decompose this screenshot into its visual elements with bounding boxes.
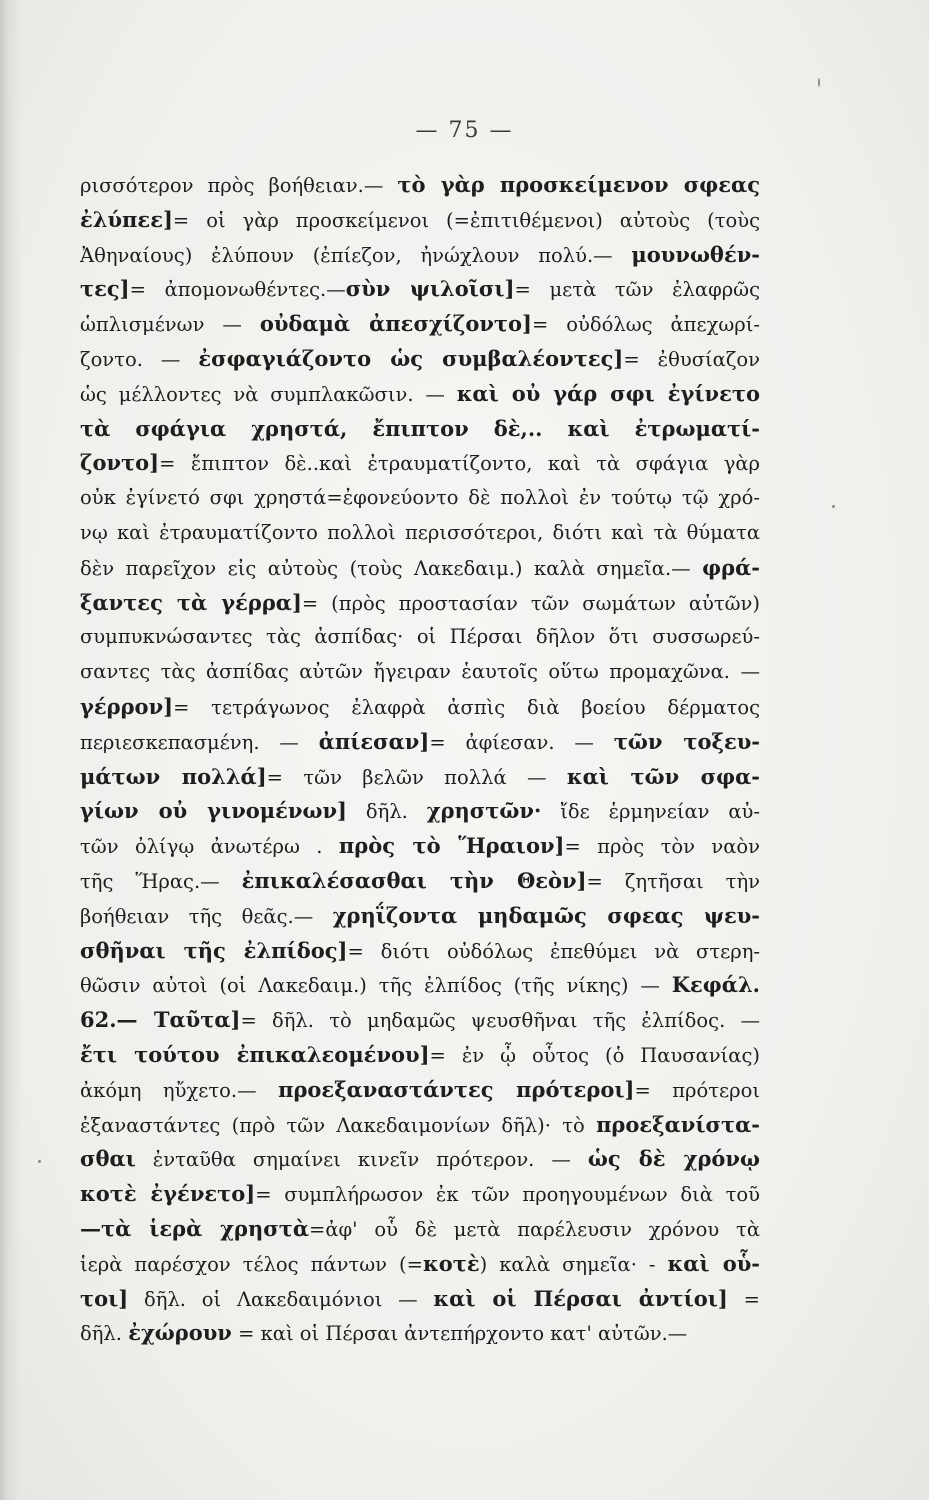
lemma-text: ξαντες τὰ γέρρα] <box>80 589 302 615</box>
text-line: ἀκόμη ηὔχετο.— προεξαναστάντες πρότεροι]= πρότεροι <box>80 1076 760 1102</box>
lemma-text: τες] <box>80 276 130 302</box>
text-line: σθαι ἐνταῦθα σημαίνει κινεῖν πρότερον. — ὡς δὲ χρόνῳ <box>80 1146 760 1172</box>
lemma-text: καὶ οὐ γάρ σφι ἐγίνετο <box>456 380 760 406</box>
lemma-text: 62.— Ταῦτα] <box>80 1007 241 1033</box>
lemma-text: πρὸς τὸ Ἥραιον] <box>338 833 565 859</box>
lemma-text: γέρρον] <box>80 693 174 719</box>
text-line: συμπυκνώσαντες τὰς ἀσπίδας· οἱ Πέρσαι δῆλον ὅτι συσσωρεύ- <box>80 625 760 649</box>
text-line: ὡπλισμένων — οὐδαμὰ ἀπεσχίζοντο]= οὐδόλως ἀπεχωρί- <box>80 311 760 337</box>
text-line: γίων οὐ γινομένων] δῆλ. χρηστῶν· ἴδε ἑρμηνείαν αὐ- <box>80 798 760 824</box>
lemma-text: ζοντο] <box>80 450 160 476</box>
text-line: γέρρον]= τετράγωνος ἐλαφρὰ ἀσπὶς διὰ βοείου δέρματος <box>80 693 760 719</box>
text-line: ὡς μέλλοντες νὰ συμπλακῶσιν. — καὶ οὐ γάρ σφι ἐγίνετο <box>80 380 760 406</box>
lemma-text: τῶν τοξευ- <box>613 728 760 754</box>
text-line: τῆς Ἥρας.— ἐπικαλέσασθαι τὴν Θεὸν]= ζητῆσαι τὴν <box>80 867 760 893</box>
page-binding-shadow <box>0 0 22 1500</box>
lemma-text: οὐδαμὰ ἀπεσχίζοντο] <box>259 311 532 337</box>
text-line: ἐξαναστάντες (πρὸ τῶν Λακεδαιμονίων δῆλ)· τὸ προεξανίστα- <box>80 1111 760 1137</box>
lemma-text: προεξαναστάντες πρότεροι] <box>278 1076 635 1102</box>
text-line: τῶν ὀλίγῳ ἀνωτέρω . πρὸς τὸ Ἥραιον]= πρὸς τὸν ναὸν <box>80 833 760 859</box>
lemma-text: κοτὲ <box>422 1250 480 1276</box>
lemma-text: ἐπικαλέσασθαι τὴν Θεὸν] <box>241 867 587 893</box>
lemma-text: ἔτι τούτου ἐπικαλεομένου] <box>80 1041 430 1067</box>
text-line: ζοντο]= ἔπιπτον δὲ..καὶ ἐτραυματίζοντο, καὶ τὰ σφάγια γὰρ <box>80 450 760 476</box>
lemma-text: ὡς δὲ χρόνῳ <box>587 1146 760 1172</box>
lemma-text: σὺν ψιλοῖσι] <box>345 276 515 302</box>
text-line: μάτων πολλά]= τῶν βελῶν πολλά — καὶ τῶν σφα- <box>80 763 760 789</box>
text-line: 62.— Ταῦτα]= δῆλ. τὸ μηδαμῶς ψευσθῆναι τῆς ἐλπίδος. — <box>80 1007 760 1033</box>
lemma-text: ἐλύπεε] <box>80 206 173 232</box>
paper-speck <box>818 78 820 87</box>
text-line: κοτὲ ἐγένετο]= συμπλήρωσον ἐκ τῶν προηγουμένων διὰ τοῦ <box>80 1181 760 1207</box>
text-line: τοι] δῆλ. οἱ Λακεδαιμόνιοι — καὶ οἱ Πέρσαι ἀντίοι] = <box>80 1285 760 1311</box>
text-line: περιεσκεπασμένη. — ἀπίεσαν]= ἀφίεσαν. — τῶν τοξευ- <box>80 728 760 754</box>
lemma-text: καὶ τῶν σφα- <box>566 763 760 789</box>
text-line: θῶσιν αὐτοὶ (οἱ Λακεδαιμ.) τῆς ἐλπίδος (τῆς νίκης) — Κεφάλ. <box>80 972 760 998</box>
lemma-text: προεξανίστα- <box>596 1111 760 1137</box>
text-line: δῆλ. ἐχώρουν = καὶ οἱ Πέρσαι ἀντεπήρχοντο κατ' αὐτῶν.— <box>80 1320 688 1346</box>
lemma-text: μάτων πολλά] <box>80 763 267 789</box>
text-line: οὐκ ἐγίνετό σφι χρηστά=ἐφονεύοντο δὲ πολλοὶ ἐν τούτῳ τῷ χρό- <box>80 486 760 510</box>
commentary-text <box>80 168 760 1351</box>
text-line: ζοντο. — ἐσφαγιάζοντο ὡς συμβαλέοντες]= ἐθυσίαζον <box>80 345 760 371</box>
text-line: —τὰ ἱερὰ χρηστὰ=ἀφ' οὗ δὲ μετὰ παρέλευσιν χρόνου τὰ <box>80 1215 760 1241</box>
text-line: ἔτι τούτου ἐπικαλεομένου]= ἐν ᾧ οὗτος (ὁ Παυσανίας) <box>80 1041 760 1067</box>
paper-speck <box>832 505 835 508</box>
lemma-text: —τὰ ἱερὰ χρηστὰ <box>80 1215 309 1241</box>
text-line: τες]= ἀπομονωθέντες.—σὺν ψιλοῖσι]= μετὰ τῶν ἐλαφρῶς <box>80 276 760 302</box>
lemma-text: τοι] <box>80 1285 129 1311</box>
text-line: ἱερὰ παρέσχον τέλος πάντων (=κοτὲ) καλὰ σημεῖα· - καὶ οὗ- <box>80 1250 760 1276</box>
lemma-text: σθαι <box>80 1146 136 1172</box>
text-line <box>80 412 760 447</box>
lemma-text: γίων οὐ γινομένων] <box>80 798 347 824</box>
lemma-text: ἐσφαγιάζοντο ὡς συμβαλέοντες] <box>198 345 624 371</box>
text-line: σαντες τὰς ἀσπίδας αὐτῶν ἤγειραν ἑαυτοῖς οὕτω προμαχῶνα. — <box>80 660 760 684</box>
text-line: σθῆναι τῆς ἐλπίδος]= διότι οὐδόλως ἐπεθύμει νὰ στερη- <box>80 937 760 963</box>
text-line: Ἀθηναίους) ἐλύπουν (ἐπίεζον, ἠνώχλουν πολύ.— μουνωθέν- <box>80 241 760 267</box>
text-line: ρισσότερον πρὸς βοήθειαν.— τὸ γὰρ προσκείμενον σφεας <box>80 172 760 197</box>
lemma-text: καὶ οἱ Πέρσαι ἀντίοι] <box>433 1285 728 1311</box>
lemma-text: Κεφάλ. <box>671 972 760 998</box>
lemma-text: κοτὲ ἐγένετο] <box>80 1181 256 1207</box>
lemma-text: ἐχώρουν <box>128 1320 232 1346</box>
lemma-text: μουνωθέν- <box>631 241 760 267</box>
lemma-text: τὰ σφάγια χρηστά, ἔπιπτον δὲ,.. καὶ ἐτρωματί- <box>80 415 760 441</box>
text-line: ἐλύπεε]= οἱ γὰρ προσκείμενοι (=ἐπιτιθέμενοι) αὐτοὺς (τοὺς <box>80 206 760 232</box>
lemma-text: χρηστῶν· <box>426 798 542 824</box>
page-number: — 75 — <box>415 118 514 143</box>
text-line: ξαντες τὰ γέρρα]= (πρὸς προστασίαν τῶν σωμάτων αὐτῶν) <box>80 589 760 615</box>
lemma-text: σθῆναι τῆς ἐλπίδος] <box>80 937 348 963</box>
lemma-text: χρηΐζοντα μηδαμῶς σφεας ψευ- <box>332 902 760 928</box>
paper-speck <box>38 1160 41 1163</box>
lemma-text: φρά- <box>702 554 760 580</box>
lemma-text: ἀπίεσαν] <box>318 728 430 754</box>
text-line: δὲν παρεῖχον εἰς αὐτοὺς (τοὺς Λακεδαιμ.) καλὰ σημεῖα.— φρά- <box>80 554 760 580</box>
text-line: νῳ καὶ ἐτραυματίζοντο πολλοὶ περισσότεροι, διότι καὶ τὰ θύματα <box>80 520 760 544</box>
lemma-text: καὶ οὗ- <box>667 1250 760 1276</box>
lemma-text: τὸ γὰρ προσκείμενον σφεας <box>397 172 760 197</box>
text-line: βοήθειαν τῆς θεᾶς.— χρηΐζοντα μηδαμῶς σφεας ψευ- <box>80 902 760 928</box>
